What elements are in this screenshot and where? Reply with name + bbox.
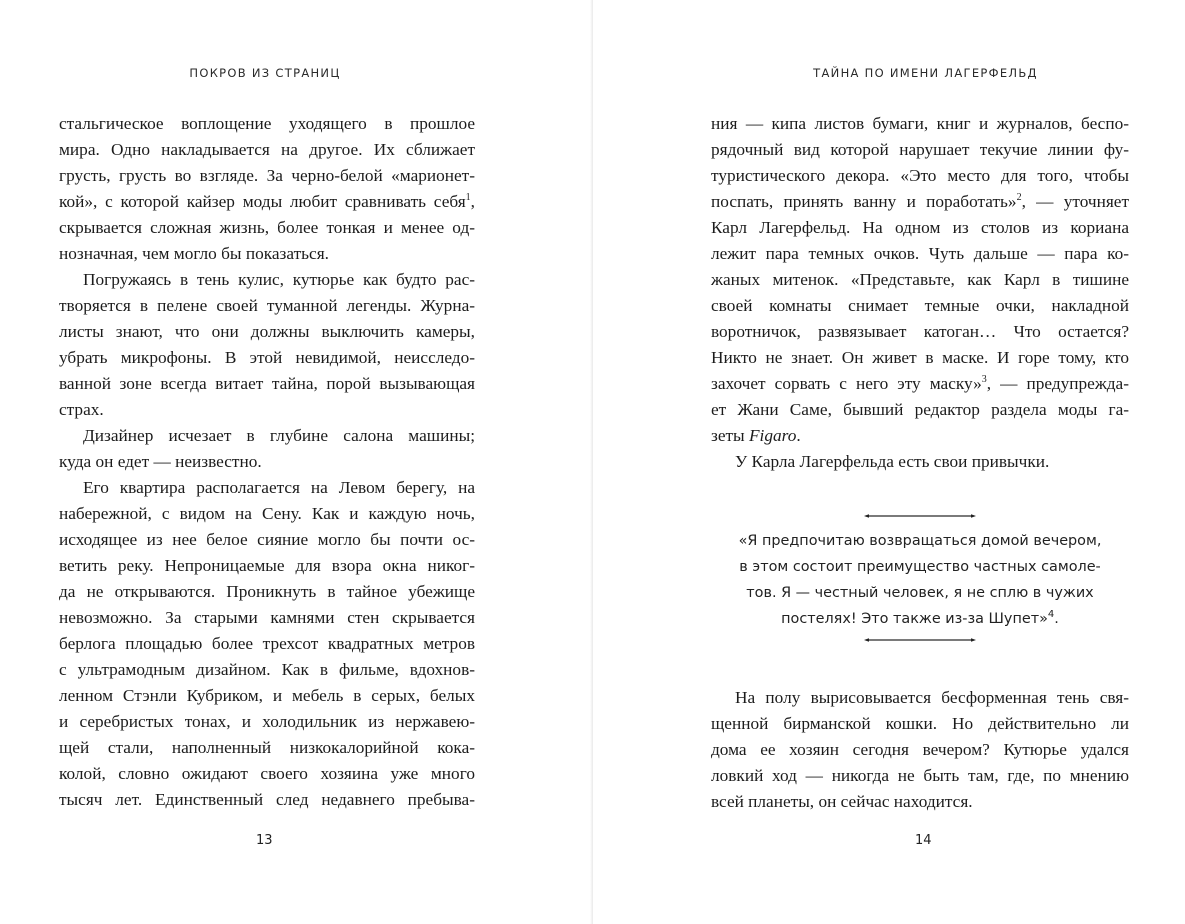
running-head-left: ПОКРОВ ИЗ СТРАНИЦ <box>189 66 341 80</box>
text-line: ленном Стэнли Кубриком, и мебель в серых, белых <box>59 686 475 705</box>
text-line: стальгическое воплощение уходящего в прошлое <box>59 114 475 133</box>
right-body-text-after-quote <box>711 685 1129 815</box>
text-line: ванной зоне всегда витает тайна, порой вызывающая <box>59 374 475 393</box>
right-body-text <box>711 111 1129 475</box>
text-line: тысяч лет. Единственный след недавнего пребыва- <box>59 790 475 809</box>
divider-bottom <box>711 632 1129 652</box>
divider-top <box>711 508 1129 528</box>
text-line: лежит пара темных очков. Чуть дальше — пара ко- <box>711 244 1129 263</box>
text-line: своей комнаты снимает темные очки, накладной <box>711 296 1129 315</box>
text-line: невозможно. За старыми камнями стен скрывается <box>59 608 475 627</box>
text-line: ветить реку. Непроницаемые для взора окна никог- <box>59 556 475 575</box>
text-line: убрать микрофоны. В этой невидимой, неисследо- <box>59 348 475 367</box>
text-line: щенной бирманской кошки. Но действительно ли <box>711 714 1129 733</box>
quote-line: тов. Я — честный человек, я не сплю в чужих <box>746 585 1094 601</box>
text-line: ловкий ход — никогда не быть там, где, по мнению <box>711 766 1129 785</box>
text-line: скрывается сложная жизнь, более тонкая и менее од- <box>59 218 475 237</box>
text-line: мира. Одно накладывается на другое. Их сближает <box>59 140 475 159</box>
text-line: дома ее хозяин сегодня вечером? Кутюрье удался <box>711 740 1129 759</box>
text-line: жаных митенок. «Представьте, как Карл в тишине <box>711 270 1129 289</box>
text-line: поспать, принять ванну и поработать»$^2$, — уточняет <box>711 192 1129 211</box>
text-line: исходящее из нее белое сияние могло бы почти ос- <box>59 530 475 549</box>
footnote-ref: 3 <box>981 374 987 386</box>
text-line: грусть, грусть во взгляде. За черно-белой «марионет- <box>59 166 475 185</box>
text-line: творяется в пелене своей туманной легенды. Журна- <box>59 296 475 315</box>
text-line: да не открываются. Проникнуть в тайное убежище <box>59 582 475 601</box>
text-line: ет Жани Саме, бывший редактор раздела моды га- <box>711 400 1129 419</box>
pull-quote <box>711 508 1129 652</box>
text-line: зеты Figaro. <box>711 426 801 445</box>
text-line: туристического декора. «Это место для того, чтобы <box>711 166 1129 185</box>
text-line: щей стали, наполненный низкокалорийной кока- <box>59 738 475 757</box>
right-page <box>593 0 1185 924</box>
quote-line: постелях! Это также из-за Шупет»$^4$. <box>781 609 1059 627</box>
text-line: куда он едет — неизвестно. <box>59 452 262 471</box>
footnote-ref: 2 <box>1016 192 1022 204</box>
page-number-right: 14 <box>915 833 932 848</box>
text-line: набережной, с видом на Сену. Как и каждую ночь, <box>59 504 475 523</box>
text-line: Никто не знает. Он живет в маске. И горе тому, кто <box>711 348 1129 367</box>
running-head-right: ТАЙНА ПО ИМЕНИ ЛАГЕРФЕЛЬД <box>813 66 1038 80</box>
left-body-text <box>59 111 475 813</box>
text-line: Карл Лагерфельд. На одном из столов из кориана <box>711 218 1129 237</box>
quote-line: «Я предпочитаю возвращаться домой вечером, <box>738 533 1102 549</box>
text-line: и серебристых тонах, и холодильник из нержавею- <box>59 712 475 731</box>
text-line: ния — кипа листов бумаги, книг и журналов, беспо- <box>711 114 1129 133</box>
ornament-divider-icon <box>864 636 976 644</box>
text-line: Дизайнер исчезает в глубине салона машины; <box>83 426 475 445</box>
text-line: Погружаясь в тень кулис, кутюрье как будто рас- <box>83 270 475 289</box>
text-line: нозначная, чем могло бы показаться. <box>59 244 329 263</box>
text-line: рядочный вид которой нарушает текучие линии фу- <box>711 140 1129 159</box>
italic-title: Figaro <box>748 426 797 445</box>
text-line: захочет сорвать с него эту маску»$^3$, — предупрежда- <box>711 374 1129 393</box>
footnote-ref: 4 <box>1047 609 1055 621</box>
text-line: На полу вырисовывается бесформенная тень свя- <box>735 688 1129 707</box>
text-line: колой, словно ожидают своего хозяина уже много <box>59 764 475 783</box>
quote-line: в этом состоит преимущество частных самоле- <box>739 559 1101 575</box>
text-line: воротничок, развязывает катоган… Что остается? <box>711 322 1129 341</box>
footnote-ref: 1 <box>465 192 471 204</box>
text-line: берлога площадью более трехсот квадратных метров <box>59 634 475 653</box>
ornament-divider-icon <box>864 512 976 520</box>
page-number-left: 13 <box>256 833 273 848</box>
text-line: У Карла Лагерфельда есть свои привычки. <box>735 452 1050 471</box>
left-page <box>0 0 592 924</box>
text-line: листы знают, что они должны выключить камеры, <box>59 322 475 341</box>
text-line: Его квартира располагается на Левом берегу, на <box>83 478 475 497</box>
text-line: с ультрамодным дизайном. Как в фильме, вдохнов- <box>59 660 475 679</box>
text-line: всей планеты, он сейчас находится. <box>711 792 973 811</box>
text-line: кой», с которой кайзер моды любит сравнивать себя$^1$, <box>59 192 475 211</box>
text-line: страх. <box>59 400 104 419</box>
